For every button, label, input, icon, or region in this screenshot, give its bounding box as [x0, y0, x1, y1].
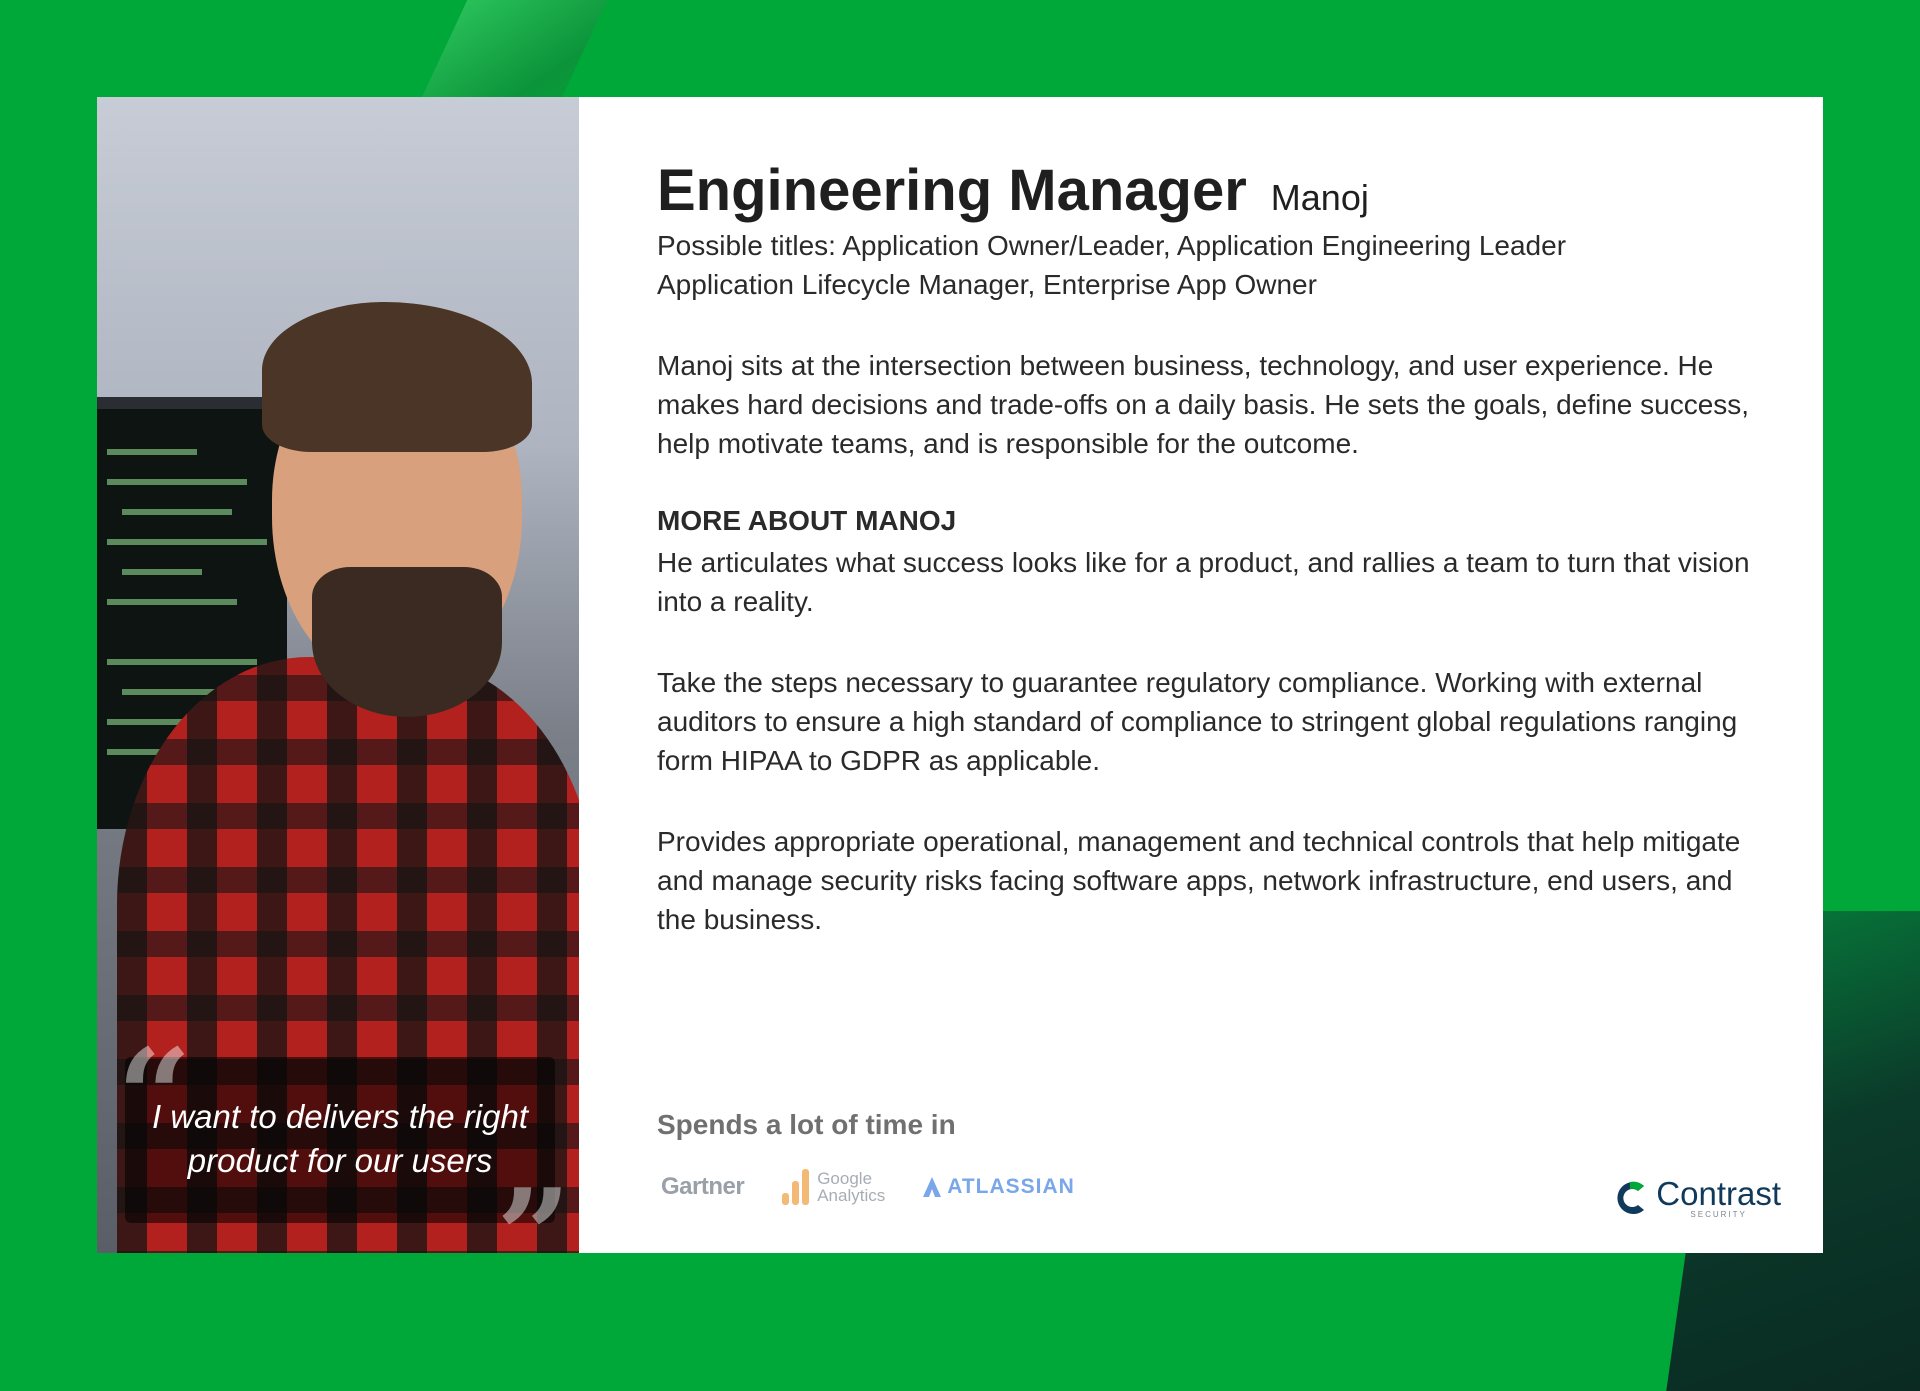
more-paragraph-2: Take the steps necessary to guarantee regulatory compliance. Working with external auditors to ensure a high standard of compliance to stringent global regulations ranging form HIPAA to GDPR as applicable. — [657, 667, 1738, 776]
close-quote-icon: ” — [496, 1160, 571, 1253]
contrast-sub: SECURITY — [1690, 1210, 1747, 1219]
persona-summary: Manoj sits at the intersection between business, technology, and user experience. He makes hard decisions and trade-offs on a daily basis. He sets the goals, define success, help motivate teams, and is responsible for the outcome. — [657, 350, 1750, 459]
persona-quote — [125, 1095, 555, 1183]
quote-line-1: I want to delivers the right — [151, 1098, 529, 1135]
more-paragraph-3: Provides appropriate operational, management and technical controls that help mitigate and manage security risks facing software apps, network infrastructure, end users, and the business. — [657, 826, 1741, 935]
google-analytics-icon — [782, 1169, 809, 1205]
quote-line-2: product for our users — [187, 1142, 493, 1179]
possible-titles-line-2: Application Lifecycle Manager, Enterprise App Owner — [657, 269, 1317, 300]
google-analytics-logo — [782, 1169, 885, 1205]
person-hair — [262, 302, 532, 452]
ga-text-line-2: Analytics — [817, 1186, 886, 1205]
contrast-name: Contrast — [1656, 1175, 1781, 1212]
title-row — [657, 157, 1767, 224]
person-beard — [312, 567, 502, 717]
persona-card — [97, 97, 1823, 1253]
contrast-mark-icon — [1608, 1178, 1652, 1218]
tools-heading: Spends a lot of time in — [657, 1109, 956, 1140]
atlassian-icon — [923, 1177, 941, 1197]
persona-details — [579, 97, 1823, 1253]
atlassian-logo — [923, 1175, 1075, 1199]
possible-titles — [657, 226, 1757, 304]
possible-titles-line-1: Possible titles: Application Owner/Leader, Application Engineering Leader — [657, 230, 1567, 261]
more-paragraph-1: He articulates what success looks like for a product, and rallies a team to turn that vision into a reality. — [657, 547, 1750, 617]
gartner-logo: Gartner — [661, 1173, 745, 1200]
persona-title: Engineering Manager — [657, 158, 1247, 223]
ga-text-line-1: Google — [817, 1169, 873, 1188]
atlassian-label: ATLASSIAN — [947, 1175, 1075, 1198]
tools-logos — [661, 1169, 1075, 1205]
more-about-heading: MORE ABOUT MANOJ — [657, 505, 957, 536]
contrast-security-logo — [1608, 1177, 1781, 1219]
persona-name: Manoj — [1270, 177, 1369, 218]
open-quote-icon: “ — [117, 1020, 192, 1173]
persona-photo — [97, 97, 579, 1253]
